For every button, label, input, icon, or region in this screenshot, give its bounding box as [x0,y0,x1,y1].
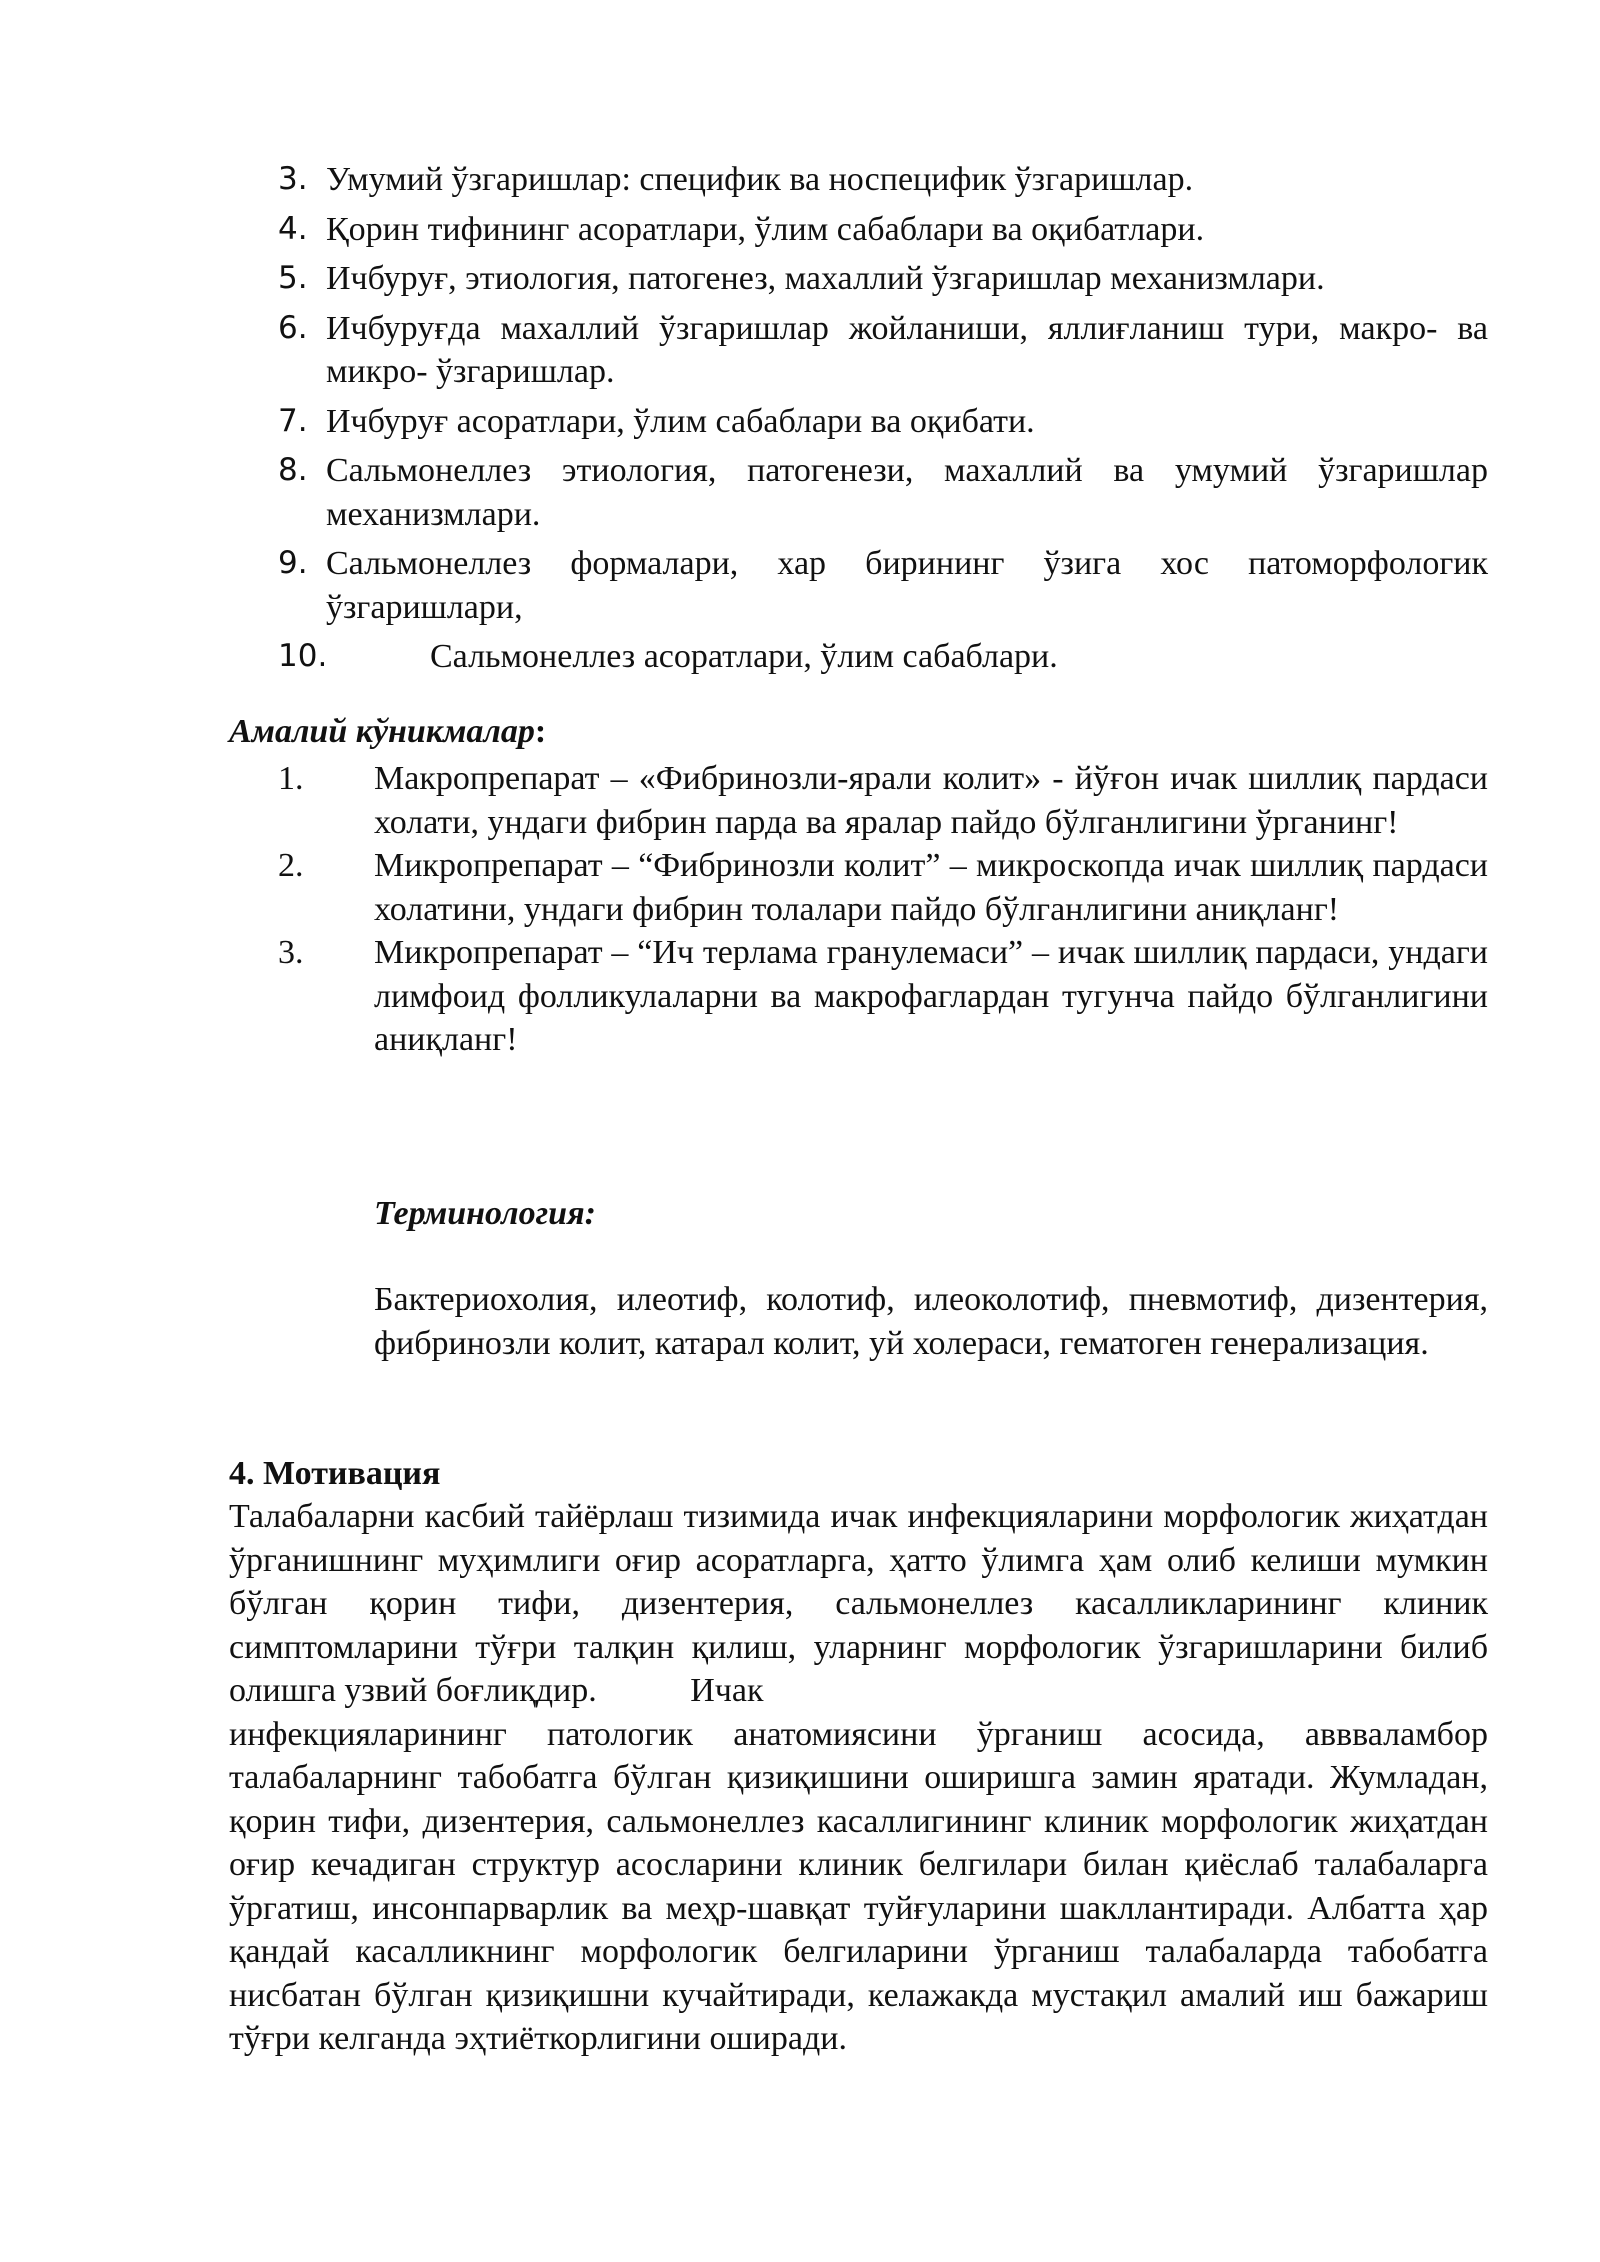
list-number: 10. [278,638,328,674]
terminology-text: Бактериохолия, илеотиф, колотиф, илеоколотиф, пневмотиф, дизентерия, фибринозли колит, катарал колит, уй холераси, гематоген генерализация. [374,1281,1488,1362]
skills-heading-colon: : [534,713,547,750]
list-item [278,449,1488,536]
motivation-body [229,1495,1488,2061]
list-text: Ичбуруғ, этиология, патогенез, махаллий ўзгаришлар механизмлари. [326,260,1325,297]
motivation-text: Талабаларни касбий тайёрлаш тизимида ичак инфекцияларини морфологик жиҳатдан ўрганишнинг муҳимлиги оғир асоратларга, ҳатто ўлимга ҳам олиб келиши мумкин бўлган қорин тифи, дизентерия, сальмонеллез касалликларининг клиник симптомларини тўғри талқин қилиш, уларнинг морфологик ўзгаришларини билиб олишга узвий боғлиқдир. [229,1498,1488,1709]
list-text: Микропрепарат – “Фибринозли колит” – микроскопда ичак шиллиқ пардаси холатини, ундаги фибрин толалари пайдо бўлганлигини аниқланг! [374,847,1488,928]
skills-heading-text: Амалий кўникмалар [229,713,535,750]
list-item [278,208,1488,252]
list-number: 9. [278,545,308,581]
motivation-heading: 4. Мотивация [229,1455,441,1492]
list-text: Макропрепарат – «Фибринозли-ярали колит» - йўғон ичак шиллиқ пардаси холати, ундаги фибрин парда ва яралар пайдо бўлганлигини ўрганинг! [374,760,1488,841]
list-text: Сальмонеллез формалари, хар бирининг ўзига хос патоморфологик ўзгаришлари, [326,545,1488,626]
list-item [278,158,1488,202]
list-item [278,257,1488,301]
list-number: 5. [278,260,308,296]
terminology-heading: Терминология: [374,1195,596,1232]
motivation-paragraph: инфекцияларининг патологик анатомиясини ўрганиш асосида, аввваламбор талабаларнинг табобатга бўлган қизиқишини оширишга замин яратади. Жумладан, қорин тифи, дизентерия, сальмонеллез касаллигининг клиник морфологик жиҳатдан оғир кечадиган структур асосларини клиник белгилари билан қиёслаб талабаларга ўргатиш, инсонпарварлик ва меҳр-шавқат туйғуларини шакллантиради. Албатта ҳар қандай касалликнинг морфологик белгиларини ўрганиш талабаларда табобатга нисбатан бўлган қизиқишни кучайтиради, келажакда мустақил амалий иш бажариш тўғри келганда эҳтиёткорлигини оширади. [229,1715,1488,2057]
questions-list [278,158,1488,685]
list-text: Қорин тифининг асоратлари, ўлим сабаблари ва оқибатлари. [326,210,1205,248]
list-item [278,400,1488,444]
list-text: Ичбуруғда махаллий ўзгаришлар жойланиши, яллиғланиш тури, макро- ва микро- ўзгаришлар. [326,309,1488,390]
list-item [278,844,1488,931]
list-item [278,931,1488,1062]
list-item [278,635,1488,679]
list-number: 2. [278,847,304,884]
list-text: Сальмонеллез этиология, патогенези, махаллий ва умумий ўзгаришлар механизмлари. [326,452,1488,533]
list-number: 7. [278,402,308,439]
list-number: 6. [278,309,308,346]
list-text: Микропрепарат – “Ич терлама гранулемаси” – ичак шиллиқ пардаси, ундаги лимфоид фолликулаларни ва макрофаглардан тугунча пайдо бўлганлигини аниқланг! [374,934,1488,1058]
skills-heading [229,710,546,754]
list-number: 3. [278,934,304,971]
skills-list [278,757,1488,1062]
list-number: 3. [278,161,308,197]
motivation-text-lead: Ичак [690,1672,764,1709]
motivation-paragraph [229,1495,1488,1713]
list-item [278,757,1488,844]
list-number: 8. [278,452,308,488]
list-item [278,307,1488,394]
list-number: 1. [278,760,304,797]
list-text: Умумий ўзгаришлар: специфик ва носпецифик ўзгаришлар. [326,161,1194,198]
list-text: Ичбуруғ асоратлари, ўлим сабаблари ва оқибати. [326,402,1035,440]
list-item [278,542,1488,629]
list-text: Сальмонеллез асоратлари, ўлим сабаблари. [430,638,1058,675]
list-number: 4. [278,210,308,247]
